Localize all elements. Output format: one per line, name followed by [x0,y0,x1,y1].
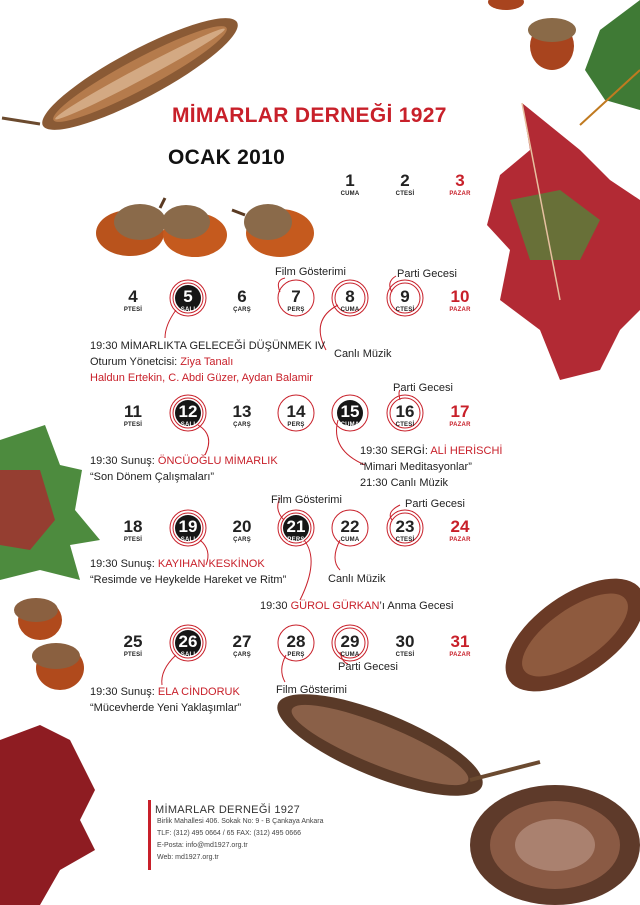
calendar-day-19: 19 SALI [178,517,198,543]
calendar-day-28: 28 PERŞ [286,632,306,658]
calendar-day-8: 8 CUMA [340,287,360,313]
calendar-day-21: 21 PERŞ [286,517,306,543]
calendar-day-6: 6 ÇARŞ [233,287,251,313]
calendar-day-22: 22 CUMA [340,517,360,543]
event-21-memorial: 19:30 GÜROL GÜRKAN’ı Anma Gecesi [260,600,454,612]
footer-contact [155,804,324,864]
footer-association-name: MİMARLAR DERNEĞİ 1927 [155,804,301,816]
calendar-day-24: 24 PAZAR [449,517,471,543]
calendar-day-10: 10 PAZAR [449,287,471,313]
event-15-live-music: 21:30 Canlı Müzik [360,477,449,489]
calendar-day-30: 30 CTESİ [395,632,415,658]
event-15-title: “Mimari Meditasyonlar” [360,461,472,473]
event-film-screening-21: Film Gösterimi [271,494,342,506]
leaf-right-illustration [487,103,640,380]
calendar-day-12: 12 SALI [178,402,198,428]
calendar-day-3: 3 PAZAR [449,171,471,197]
calendar-day-17: 17 PAZAR [449,402,471,428]
calendar-day-11: 11 PTESİ [123,402,143,428]
leaf-left-illustration [0,425,100,580]
leaf-bottom-left-illustration [0,725,95,905]
event-party-night-16: Parti Gecesi [393,382,453,394]
leaf-top-right-illustration [580,0,640,125]
acorns-cluster-illustration [96,198,314,257]
calendar-day-5: 5 SALI [180,287,196,313]
calendar-day-14: 14 PERŞ [286,402,306,428]
calendar-day-16: 16 CTESİ [395,402,415,428]
event-live-music-8: Canlı Müzik [334,348,392,360]
calendar-day-26: 26 SALI [178,632,198,658]
event-5-moderator: Oturum Yönetcisi: Ziya Tanalı [90,356,234,368]
event-film-screening-28: Film Gösterimi [276,684,347,696]
calendar-day-29: 29 CUMA [340,632,360,658]
event-party-night-29: Parti Gecesi [338,661,398,673]
month-title: OCAK 2010 [168,146,286,169]
association-title: MİMARLAR DERNEĞİ 1927 [172,104,447,127]
calendar-day-1: 1 CUMA [340,171,360,197]
calendar-day-9: 9 CTESİ [395,287,415,313]
event-15-exhibition: 19:30 SERGİ: ALİ HERİSCHİ [360,445,503,457]
calendar-day-20: 20 ÇARŞ [232,517,252,543]
calendar-day-27: 27 ÇARŞ [232,632,252,658]
footer-email: E-Posta: info@md1927.org.tr [157,842,248,849]
calendar-day-18: 18 PTESİ [123,517,143,543]
calendar-day-2: 2 CTESİ [395,171,415,197]
event-party-night-9: Parti Gecesi [397,268,457,280]
event-12-presenter: 19:30 Sunuş: ÖNCÜOĞLU MİMARLIK [90,455,278,467]
calendar-day-31: 31 PAZAR [449,632,471,658]
footer-website: Web: md1927.org.tr [157,854,219,861]
acorn-top-right-illustration [488,0,576,70]
event-19-presenter: 19:30 Sunuş: KAYIHAN KESKİNOK [90,558,265,570]
event-26-title: “Mücevherde Yeni Yaklaşımlar” [90,702,242,714]
footer-accent-bar [148,800,151,870]
pine-cone-right-illustration [487,556,640,713]
calendar-day-25: 25 PTESİ [123,632,143,658]
event-19-title: “Resimde ve Heykelde Hareket ve Ritm” [90,574,287,586]
event-live-music-22: Canlı Müzik [328,573,386,585]
event-26-presenter: 19:30 Sunuş: ELA CİNDORUK [90,686,240,698]
acorns-left-illustration [14,598,84,690]
event-party-night-23: Parti Gecesi [405,498,465,510]
footer-phone: TLF: (312) 495 0664 / 65 FAX: (312) 495 0666 [157,830,301,837]
calendar-day-13: 13 ÇARŞ [232,402,252,428]
calendar-day-7: 7 PERŞ [287,287,305,313]
footer-address: Birlik Mahallesi 406. Sokak No: 9 - B Çankaya Ankara [157,818,324,825]
event-5-panelists: Haldun Ertekin, C. Abdi Güzer, Aydan Balamir [90,372,313,384]
event-5-title: 19:30 MİMARLIKTA GELECEĞİ DÜŞÜNMEK IV [90,340,326,352]
event-film-screening-7: Film Gösterimi [275,266,346,278]
event-12-title: “Son Dönem Çalışmaları” [90,471,215,483]
calendar-day-4: 4 PTESİ [123,287,143,313]
pine-cone-bottom-right-illustration [470,785,640,905]
calendar-day-23: 23 CTESİ [395,517,415,543]
calendar-day-15: 15 CUMA [340,402,360,428]
